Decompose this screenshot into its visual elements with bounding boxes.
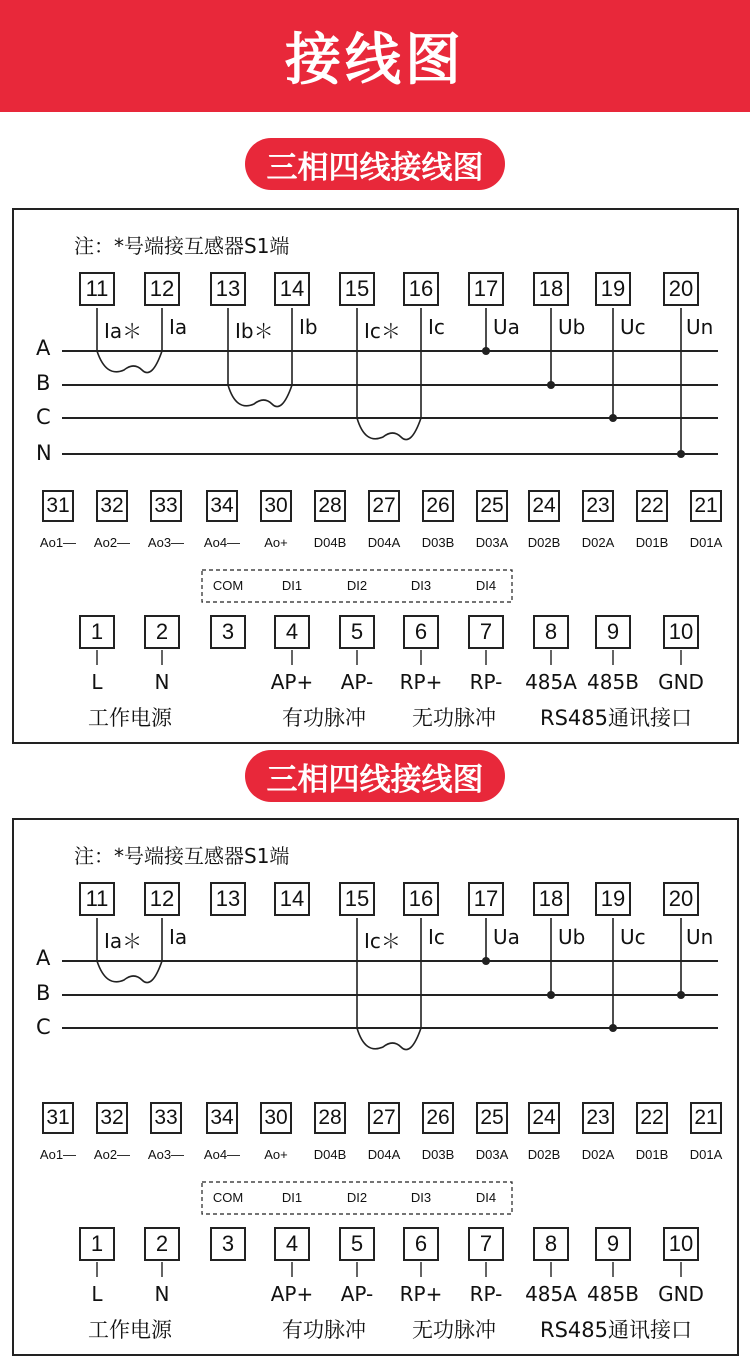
label-ub: Ub [558, 315, 586, 339]
label-d02a: D02A [581, 1147, 615, 1162]
terminal-32: 32 [96, 1102, 128, 1134]
terminal-23: 23 [582, 1102, 614, 1134]
terminal-14: 14 [274, 882, 310, 916]
label-l: L [91, 1282, 103, 1306]
label-uc: Uc [620, 925, 646, 949]
line-label-c: C [36, 405, 51, 429]
label-ic: Ic [428, 315, 445, 339]
group-active-pulse: 有功脉冲 [282, 706, 366, 730]
label-gnd: GND [658, 670, 704, 694]
label-ia: Ia [169, 315, 188, 339]
label-n: N [154, 1282, 170, 1306]
label-ic-star: Ic＊ [364, 319, 401, 343]
label-ia-star: Ia＊ [104, 319, 143, 343]
group-rs485: RS485通讯接口 [539, 1318, 693, 1342]
label-ib-star: Ib＊ [235, 319, 274, 343]
terminal-18: 18 [533, 272, 569, 306]
label-rp-plus: RP+ [399, 1282, 443, 1306]
label-ao1: Ao1— [39, 1147, 77, 1162]
label-di1: DI1 [281, 578, 303, 593]
label-rp-minus: RP- [469, 1282, 503, 1306]
label-ib: Ib [299, 315, 318, 339]
wiring-panel-1 [12, 208, 739, 744]
terminal-25: 25 [476, 490, 508, 522]
label-d04a: D04A [367, 535, 401, 550]
terminal-7: 7 [468, 1227, 504, 1261]
label-d04b: D04B [313, 535, 347, 550]
label-d03b: D03B [421, 535, 455, 550]
terminal-33: 33 [150, 490, 182, 522]
terminal-26: 26 [422, 1102, 454, 1134]
junction-un [677, 991, 685, 999]
terminal-28: 28 [314, 490, 346, 522]
label-d04b: D04B [313, 1147, 347, 1162]
terminal-19: 19 [595, 882, 631, 916]
label-ao4: Ao4— [203, 1147, 241, 1162]
label-d03a: D03A [475, 1147, 509, 1162]
page-title: 接线图 [285, 28, 465, 93]
label-d02b: D02B [527, 1147, 561, 1162]
line-label-a: A [36, 946, 51, 970]
terminal-9: 9 [595, 615, 631, 649]
label-d02a: D02A [581, 535, 615, 550]
terminal-7: 7 [468, 615, 504, 649]
header-banner [0, 0, 750, 112]
terminal-26: 26 [422, 490, 454, 522]
terminal-6: 6 [403, 1227, 439, 1261]
junction-ua [482, 347, 490, 355]
label-com: COM [212, 578, 244, 593]
terminal-32: 32 [96, 490, 128, 522]
line-label-b: B [36, 981, 51, 1005]
label-d03a: D03A [475, 535, 509, 550]
label-d03b: D03B [421, 1147, 455, 1162]
terminal-27: 27 [368, 490, 400, 522]
junction-ub [547, 381, 555, 389]
label-ao3: Ao3— [147, 1147, 185, 1162]
terminal-15: 15 [339, 272, 375, 306]
line-label-c: C [36, 1015, 51, 1039]
label-ao1: Ao1— [39, 535, 77, 550]
label-ap-minus: AP- [340, 670, 374, 694]
label-ia-star: Ia＊ [104, 929, 143, 953]
label-485b: 485B [587, 1282, 639, 1306]
label-d01a: D01A [689, 535, 723, 550]
line-label-b: B [36, 371, 51, 395]
terminal-3: 3 [210, 1227, 246, 1261]
label-com: COM [212, 1190, 244, 1205]
group-power: 工作电源 [88, 706, 172, 730]
terminal-13: 13 [210, 272, 246, 306]
note-text: 注：*号端接互感器S1端 [74, 844, 290, 868]
diagram-title-2: 三相四线接线图 [245, 750, 505, 802]
label-ao4: Ao4— [203, 535, 241, 550]
label-ap-minus: AP- [340, 1282, 374, 1306]
terminal-34: 34 [206, 1102, 238, 1134]
terminal-30: 30 [260, 1102, 292, 1134]
terminal-1: 1 [79, 1227, 115, 1261]
note-text: 注：*号端接互感器S1端 [74, 234, 290, 258]
label-ao2: Ao2— [93, 535, 131, 550]
junction-uc [609, 1024, 617, 1032]
label-rp-minus: RP- [469, 670, 503, 694]
label-ic: Ic [428, 925, 445, 949]
terminal-13: 13 [210, 882, 246, 916]
terminal-2: 2 [144, 615, 180, 649]
terminal-11: 11 [79, 272, 115, 306]
terminal-16: 16 [403, 272, 439, 306]
label-di3: DI3 [410, 578, 432, 593]
terminal-12: 12 [144, 882, 180, 916]
terminal-10: 10 [663, 615, 699, 649]
terminal-8: 8 [533, 1227, 569, 1261]
diagram-title-1: 三相四线接线图 [245, 138, 505, 190]
group-power: 工作电源 [88, 1318, 172, 1342]
junction-un [677, 450, 685, 458]
terminal-30: 30 [260, 490, 292, 522]
label-485a: 485A [525, 1282, 577, 1306]
terminal-5: 5 [339, 615, 375, 649]
label-n: N [154, 670, 170, 694]
terminal-20: 20 [663, 272, 699, 306]
terminal-27: 27 [368, 1102, 400, 1134]
terminal-19: 19 [595, 272, 631, 306]
label-d02b: D02B [527, 535, 561, 550]
group-reactive-pulse: 无功脉冲 [412, 1318, 496, 1342]
label-d01a: D01A [689, 1147, 723, 1162]
terminal-21: 21 [690, 490, 722, 522]
terminal-14: 14 [274, 272, 310, 306]
line-label-a: A [36, 336, 51, 360]
label-uc: Uc [620, 315, 646, 339]
terminal-2: 2 [144, 1227, 180, 1261]
terminal-31: 31 [42, 1102, 74, 1134]
label-rp-plus: RP+ [399, 670, 443, 694]
label-ap-plus: AP+ [270, 1282, 314, 1306]
terminal-22: 22 [636, 490, 668, 522]
label-ua: Ua [493, 315, 520, 339]
label-di3: DI3 [410, 1190, 432, 1205]
terminal-34: 34 [206, 490, 238, 522]
label-ua: Ua [493, 925, 520, 949]
label-ia: Ia [169, 925, 188, 949]
label-di4: DI4 [475, 578, 497, 593]
label-485b: 485B [587, 670, 639, 694]
label-ao3: Ao3— [147, 535, 185, 550]
label-ao2: Ao2— [93, 1147, 131, 1162]
line-label-n: N [36, 441, 52, 465]
junction-ua [482, 957, 490, 965]
wiring-panel-2 [12, 818, 739, 1356]
terminal-24: 24 [528, 1102, 560, 1134]
terminal-25: 25 [476, 1102, 508, 1134]
junction-ub [547, 991, 555, 999]
terminal-3: 3 [210, 615, 246, 649]
label-un: Un [686, 315, 714, 339]
label-485a: 485A [525, 670, 577, 694]
terminal-1: 1 [79, 615, 115, 649]
terminal-11: 11 [79, 882, 115, 916]
terminal-24: 24 [528, 490, 560, 522]
terminal-6: 6 [403, 615, 439, 649]
label-ao-plus: Ao+ [264, 535, 288, 550]
group-reactive-pulse: 无功脉冲 [412, 706, 496, 730]
terminal-33: 33 [150, 1102, 182, 1134]
terminal-12: 12 [144, 272, 180, 306]
label-d01b: D01B [635, 535, 669, 550]
terminal-31: 31 [42, 490, 74, 522]
terminal-17: 17 [468, 882, 504, 916]
terminal-10: 10 [663, 1227, 699, 1261]
label-ic-star: Ic＊ [364, 929, 401, 953]
label-di2: DI2 [346, 1190, 368, 1205]
label-l: L [91, 670, 103, 694]
terminal-17: 17 [468, 272, 504, 306]
terminal-8: 8 [533, 615, 569, 649]
group-rs485: RS485通讯接口 [539, 706, 693, 730]
label-di4: DI4 [475, 1190, 497, 1205]
label-gnd: GND [658, 1282, 704, 1306]
terminal-4: 4 [274, 615, 310, 649]
label-di2: DI2 [346, 578, 368, 593]
label-ub: Ub [558, 925, 586, 949]
junction-uc [609, 414, 617, 422]
terminal-21: 21 [690, 1102, 722, 1134]
terminal-15: 15 [339, 882, 375, 916]
terminal-5: 5 [339, 1227, 375, 1261]
terminal-20: 20 [663, 882, 699, 916]
group-active-pulse: 有功脉冲 [282, 1318, 366, 1342]
label-di1: DI1 [281, 1190, 303, 1205]
terminal-9: 9 [595, 1227, 631, 1261]
label-d01b: D01B [635, 1147, 669, 1162]
label-d04a: D04A [367, 1147, 401, 1162]
terminal-28: 28 [314, 1102, 346, 1134]
terminal-16: 16 [403, 882, 439, 916]
terminal-4: 4 [274, 1227, 310, 1261]
terminal-18: 18 [533, 882, 569, 916]
label-ao-plus: Ao+ [264, 1147, 288, 1162]
label-ap-plus: AP+ [270, 670, 314, 694]
label-un: Un [686, 925, 714, 949]
terminal-22: 22 [636, 1102, 668, 1134]
terminal-23: 23 [582, 490, 614, 522]
